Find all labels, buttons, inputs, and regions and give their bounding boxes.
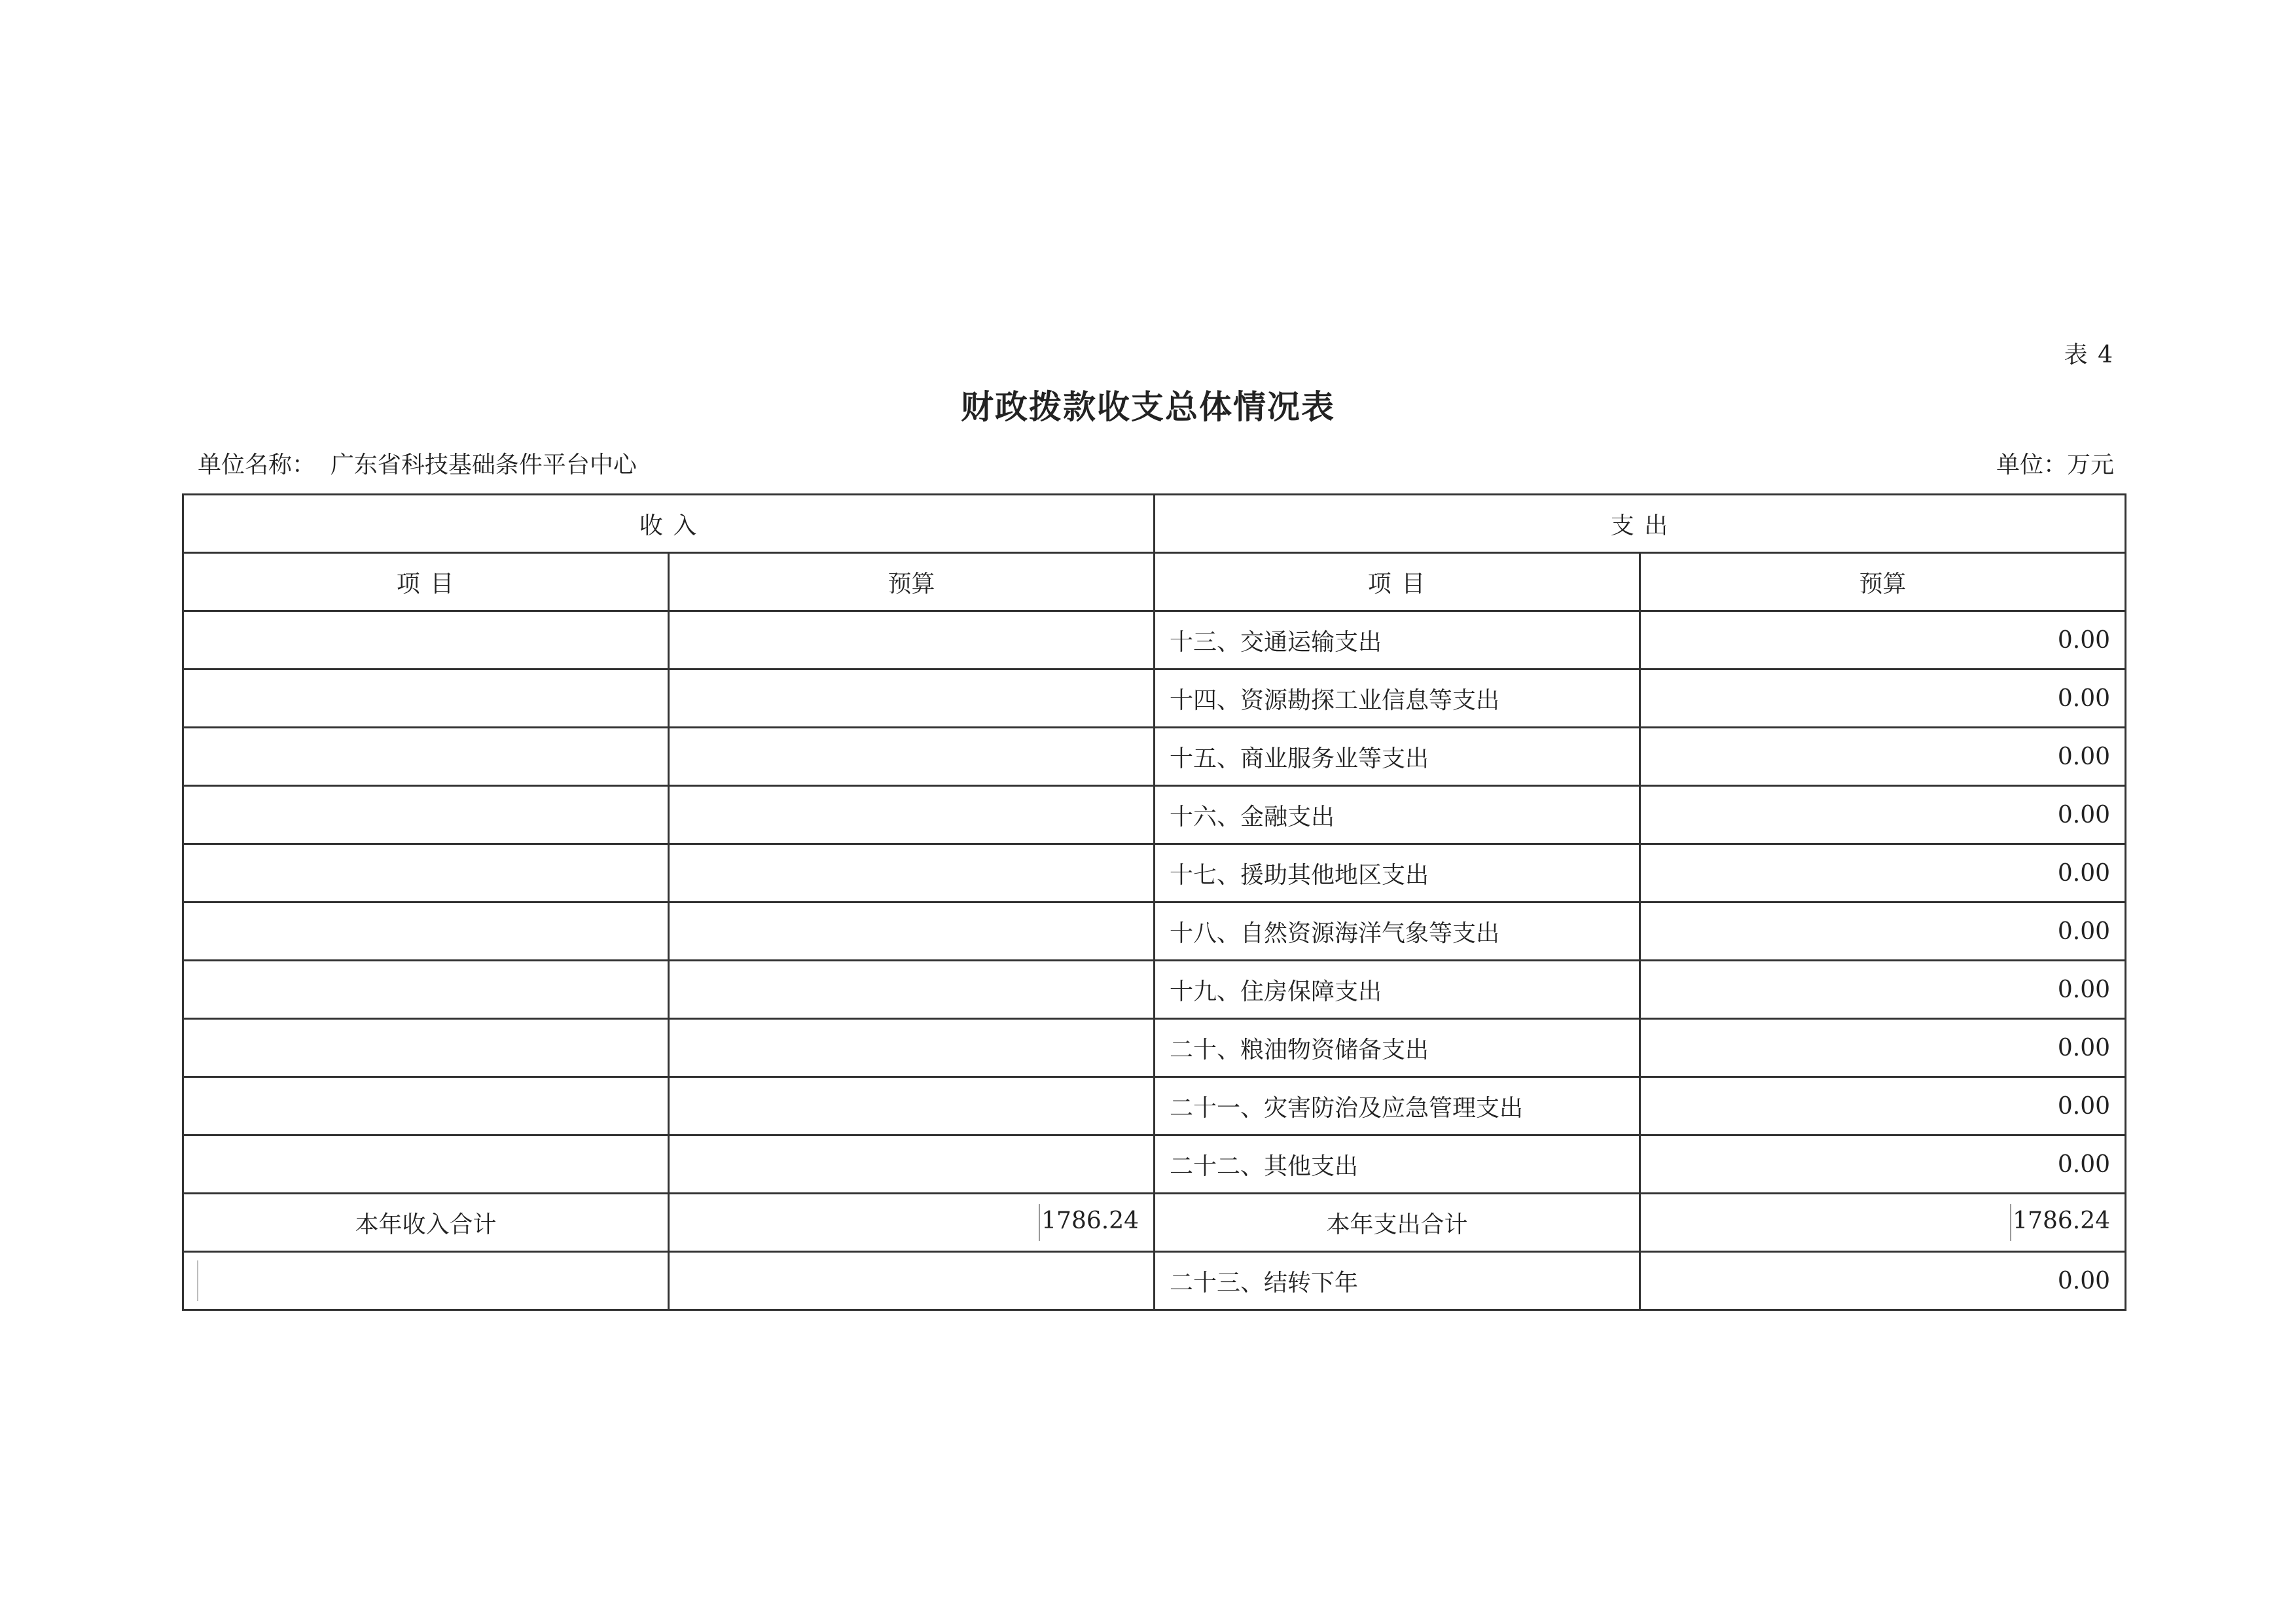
expense-total-value [1640, 1194, 2126, 1252]
expense-budget-cell-text: 0.00 [2057, 743, 2111, 770]
expense-budget-cell [1640, 961, 2126, 1019]
expense-item-cell [1155, 961, 1640, 1019]
header-row-sections [183, 495, 2126, 553]
expense-budget-cell [1640, 1019, 2126, 1077]
table-row [183, 1019, 2126, 1077]
income-item-cell [183, 961, 669, 1019]
income-total-label-text: 本年收入合计 [355, 1211, 497, 1238]
expense-budget-cell [1640, 1135, 2126, 1194]
expense-total-label-text: 本年支出合计 [1326, 1211, 1468, 1238]
income-budget-cell [669, 1077, 1155, 1135]
unit-label: 单位：万元 [1996, 452, 2114, 478]
income-item-cell [183, 728, 669, 786]
header-row-columns [183, 553, 2126, 611]
income-budget-cell [669, 786, 1155, 844]
expense-item-cell-text: 十六、金融支出 [1170, 803, 1335, 830]
expense-item-cell-text: 二十二、其他支出 [1170, 1152, 1359, 1180]
income-total-label [183, 1194, 669, 1252]
income-budget-cell [669, 611, 1155, 669]
text-cursor [2010, 1204, 2011, 1241]
table-row [183, 961, 2126, 1019]
table-row [183, 1077, 2126, 1135]
expense-budget-cell [1640, 786, 2126, 844]
budget-table [182, 493, 2126, 1311]
expense-budget-cell-text: 0.00 [2057, 1150, 2111, 1178]
expense-item-cell-text: 十四、资源勘探工业信息等支出 [1170, 687, 1500, 714]
income-item-cell [183, 1135, 669, 1194]
expense-budget-cell-text: 0.00 [2057, 801, 2111, 829]
income-budget-cell [669, 728, 1155, 786]
expense-budget-cell [1640, 669, 2126, 728]
expense-item-cell [1155, 611, 1640, 669]
expense-item-cell-text: 十八、自然资源海洋气象等支出 [1170, 919, 1500, 947]
expense-item-cell [1155, 844, 1640, 902]
carryover-income-budget [669, 1252, 1155, 1310]
expense-item-cell [1155, 728, 1640, 786]
table-row [183, 902, 2126, 961]
expense-budget-header: 预算 [1640, 553, 2126, 611]
expense-total-label [1155, 1194, 1640, 1252]
text-cursor [197, 1260, 198, 1301]
expense-item-cell [1155, 1077, 1640, 1135]
expense-budget-cell [1640, 728, 2126, 786]
income-item-header: 项 目 [183, 553, 669, 611]
income-budget-cell [669, 669, 1155, 728]
expense-item-cell-text: 十三、交通运输支出 [1170, 628, 1382, 656]
table-row [183, 786, 2126, 844]
expense-budget-cell-text: 0.00 [2057, 859, 2111, 887]
expense-item-cell [1155, 1135, 1640, 1194]
income-section-header: 收 入 [183, 495, 1155, 553]
income-budget-cell [669, 961, 1155, 1019]
income-total-value-text: 1786.24 [1041, 1207, 1139, 1234]
carryover-expense-item-text: 二十三、结转下年 [1170, 1269, 1359, 1296]
expense-budget-cell-text: 0.00 [2057, 685, 2111, 712]
expense-budget-cell [1640, 611, 2126, 669]
income-item-cell [183, 786, 669, 844]
expense-budget-cell-text: 0.00 [2057, 976, 2111, 1003]
carryover-income-item [183, 1252, 669, 1310]
totals-row [183, 1194, 2126, 1252]
income-budget-header: 预算 [669, 553, 1155, 611]
income-budget-cell [669, 1019, 1155, 1077]
page-title: 财政拨款收支总体情况表 [961, 387, 1335, 426]
expense-budget-cell [1640, 844, 2126, 902]
income-total-value [669, 1194, 1155, 1252]
income-budget-cell [669, 1135, 1155, 1194]
income-item-cell [183, 669, 669, 728]
table-row [183, 669, 2126, 728]
expense-item-header: 项 目 [1155, 553, 1640, 611]
expense-item-cell-text: 十九、住房保障支出 [1170, 978, 1382, 1005]
expense-item-cell [1155, 786, 1640, 844]
income-item-cell [183, 902, 669, 961]
income-budget-cell [669, 902, 1155, 961]
carryover-expense-budget-text: 0.00 [2057, 1267, 2111, 1294]
expense-item-cell-text: 十七、援助其他地区支出 [1170, 861, 1429, 889]
income-item-cell [183, 1019, 669, 1077]
expense-item-cell [1155, 669, 1640, 728]
income-item-cell [183, 611, 669, 669]
expense-total-value-text: 1786.24 [2013, 1207, 2111, 1234]
carryover-row [183, 1252, 2126, 1310]
unit-name-label: 单位名称： 广东省科技基础条件平台中心 [198, 452, 637, 478]
income-item-cell [183, 844, 669, 902]
income-item-cell [183, 1077, 669, 1135]
table-row [183, 728, 2126, 786]
expense-item-cell [1155, 1019, 1640, 1077]
expense-item-cell-text: 十五、商业服务业等支出 [1170, 745, 1429, 772]
table-row [183, 844, 2126, 902]
expense-item-cell-text: 二十一、灾害防治及应急管理支出 [1170, 1094, 1524, 1122]
table-number: 表 4 [2064, 342, 2114, 368]
expense-item-cell-text: 二十、粮油物资储备支出 [1170, 1036, 1429, 1063]
carryover-expense-item [1155, 1252, 1640, 1310]
expense-budget-cell [1640, 1077, 2126, 1135]
text-cursor [1039, 1204, 1040, 1241]
table-row [183, 1135, 2126, 1194]
income-budget-cell [669, 844, 1155, 902]
expense-section-header: 支 出 [1155, 495, 2126, 553]
expense-budget-cell-text: 0.00 [2057, 1092, 2111, 1120]
expense-budget-cell-text: 0.00 [2057, 918, 2111, 945]
expense-item-cell [1155, 902, 1640, 961]
carryover-expense-budget [1640, 1252, 2126, 1310]
expense-budget-cell-text: 0.00 [2057, 1034, 2111, 1061]
expense-budget-cell-text: 0.00 [2057, 626, 2111, 654]
expense-budget-cell [1640, 902, 2126, 961]
table-row [183, 611, 2126, 669]
